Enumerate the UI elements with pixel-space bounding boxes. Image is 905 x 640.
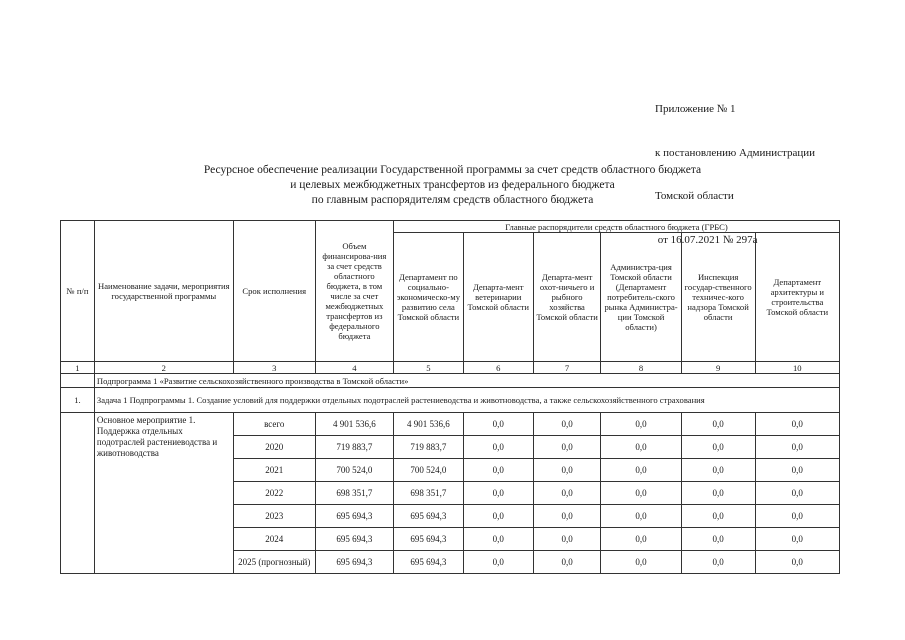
- header-grbs: Департамент архитектуры и строительства Томской области: [755, 233, 839, 362]
- header-grbs: Администра-ция Томской области (Департамент потребитель-ского рынка Администра-ции Томской области): [601, 233, 681, 362]
- value-cell: 695 694,3: [315, 528, 393, 551]
- value-cell: 0,0: [463, 551, 533, 574]
- title-line: Ресурсное обеспечение реализации Государственной программы за счет средств областного бюджета: [203, 164, 702, 176]
- appendix-line: к постановлению Администрации: [655, 146, 816, 159]
- column-number: 7: [533, 362, 601, 374]
- header-grbs: Департа-мент ветеринарии Томской области: [463, 233, 533, 362]
- value-cell: 0,0: [463, 436, 533, 459]
- value-cell: 0,0: [533, 528, 601, 551]
- value-cell: 698 351,7: [315, 482, 393, 505]
- resource-table: [60, 220, 840, 574]
- value-cell: 695 694,3: [393, 551, 463, 574]
- value-cell: 0,0: [463, 482, 533, 505]
- column-number: 8: [601, 362, 681, 374]
- term-cell: 2020: [233, 436, 315, 459]
- column-number: 2: [94, 362, 233, 374]
- value-cell: 0,0: [601, 551, 681, 574]
- value-cell: 0,0: [601, 436, 681, 459]
- document-title: [140, 163, 765, 208]
- value-cell: 0,0: [755, 482, 839, 505]
- value-cell: 0,0: [601, 413, 681, 436]
- title-line: по главным распорядителям средств областного бюджета: [311, 194, 594, 206]
- header-name: Наименование задачи, мероприятия государственной программы: [94, 221, 233, 362]
- value-cell: 0,0: [533, 551, 601, 574]
- header-grbs-group: Главные распорядители средств областного бюджета (ГРБС): [393, 221, 839, 233]
- title-line: и целевых межбюджетных трансфертов из федерального бюджета: [290, 179, 615, 191]
- column-number: 4: [315, 362, 393, 374]
- value-cell: 0,0: [681, 551, 755, 574]
- value-cell: 0,0: [601, 528, 681, 551]
- value-cell: 0,0: [463, 505, 533, 528]
- value-cell: 0,0: [533, 482, 601, 505]
- header-grbs: Департа-мент охот-ничьего и рыбного хозяйства Томской области: [533, 233, 601, 362]
- appendix-line: Томской области: [655, 190, 734, 202]
- value-cell: 0,0: [755, 505, 839, 528]
- activity-title: Основное мероприятие 1. Поддержка отдельных подотраслей растениеводства и животноводства: [94, 413, 233, 574]
- value-cell: 0,0: [533, 413, 601, 436]
- value-cell: 695 694,3: [315, 505, 393, 528]
- value-cell: 700 524,0: [315, 459, 393, 482]
- value-cell: 0,0: [755, 551, 839, 574]
- value-cell: 0,0: [755, 459, 839, 482]
- column-number: 1: [61, 362, 95, 374]
- task-title: Задача 1 Подпрограммы 1. Создание условий для поддержки отдельных подотраслей растениеводства и животноводства, а также сельскохозяйственного страхования: [94, 388, 839, 413]
- column-number: 9: [681, 362, 755, 374]
- task-number: 1.: [61, 388, 95, 413]
- subprogram-title: Подпрограмма 1 «Развитие сельскохозяйственного производства в Томской области»: [94, 374, 839, 388]
- header-num: № п/п: [61, 221, 95, 362]
- value-cell: 0,0: [681, 413, 755, 436]
- appendix-line: от 16.07.2021 № 297а: [655, 233, 758, 246]
- column-number: 5: [393, 362, 463, 374]
- header-grbs: Инспекция государ-ственного техничес-кого надзора Томской области: [681, 233, 755, 362]
- term-cell: 2023: [233, 505, 315, 528]
- term-cell: 2021: [233, 459, 315, 482]
- column-number: 3: [233, 362, 315, 374]
- value-cell: 698 351,7: [393, 482, 463, 505]
- value-cell: 4 901 536,6: [393, 413, 463, 436]
- value-cell: 695 694,3: [315, 551, 393, 574]
- value-cell: 0,0: [533, 505, 601, 528]
- value-cell: 0,0: [601, 459, 681, 482]
- header-volume: Объем финансирова-ния за счет средств областного бюджета, в том числе за счет межбюджетных трансфертов из федерального бюджета: [315, 221, 393, 362]
- value-cell: 0,0: [681, 459, 755, 482]
- term-cell: всего: [233, 413, 315, 436]
- value-cell: 0,0: [755, 413, 839, 436]
- value-cell: 0,0: [681, 528, 755, 551]
- value-cell: 0,0: [681, 482, 755, 505]
- value-cell: 0,0: [601, 505, 681, 528]
- header-term: Срок исполнения: [233, 221, 315, 362]
- value-cell: 695 694,3: [393, 528, 463, 551]
- header-grbs: Департамент по социально-экономическо-му развитию села Томской области: [393, 233, 463, 362]
- value-cell: 0,0: [533, 459, 601, 482]
- term-cell: 2025 (прогнозный): [233, 551, 315, 574]
- value-cell: 0,0: [601, 482, 681, 505]
- column-number: 6: [463, 362, 533, 374]
- appendix-line: Приложение № 1: [655, 103, 736, 115]
- term-cell: 2022: [233, 482, 315, 505]
- value-cell: 0,0: [533, 436, 601, 459]
- term-cell: 2024: [233, 528, 315, 551]
- column-number: 10: [755, 362, 839, 374]
- value-cell: 0,0: [755, 436, 839, 459]
- value-cell: 719 883,7: [393, 436, 463, 459]
- value-cell: 0,0: [463, 528, 533, 551]
- value-cell: 0,0: [755, 528, 839, 551]
- value-cell: 0,0: [681, 505, 755, 528]
- value-cell: 700 524,0: [393, 459, 463, 482]
- value-cell: 0,0: [463, 459, 533, 482]
- value-cell: 0,0: [463, 413, 533, 436]
- value-cell: 719 883,7: [315, 436, 393, 459]
- value-cell: 0,0: [681, 436, 755, 459]
- value-cell: 695 694,3: [393, 505, 463, 528]
- value-cell: 4 901 536,6: [315, 413, 393, 436]
